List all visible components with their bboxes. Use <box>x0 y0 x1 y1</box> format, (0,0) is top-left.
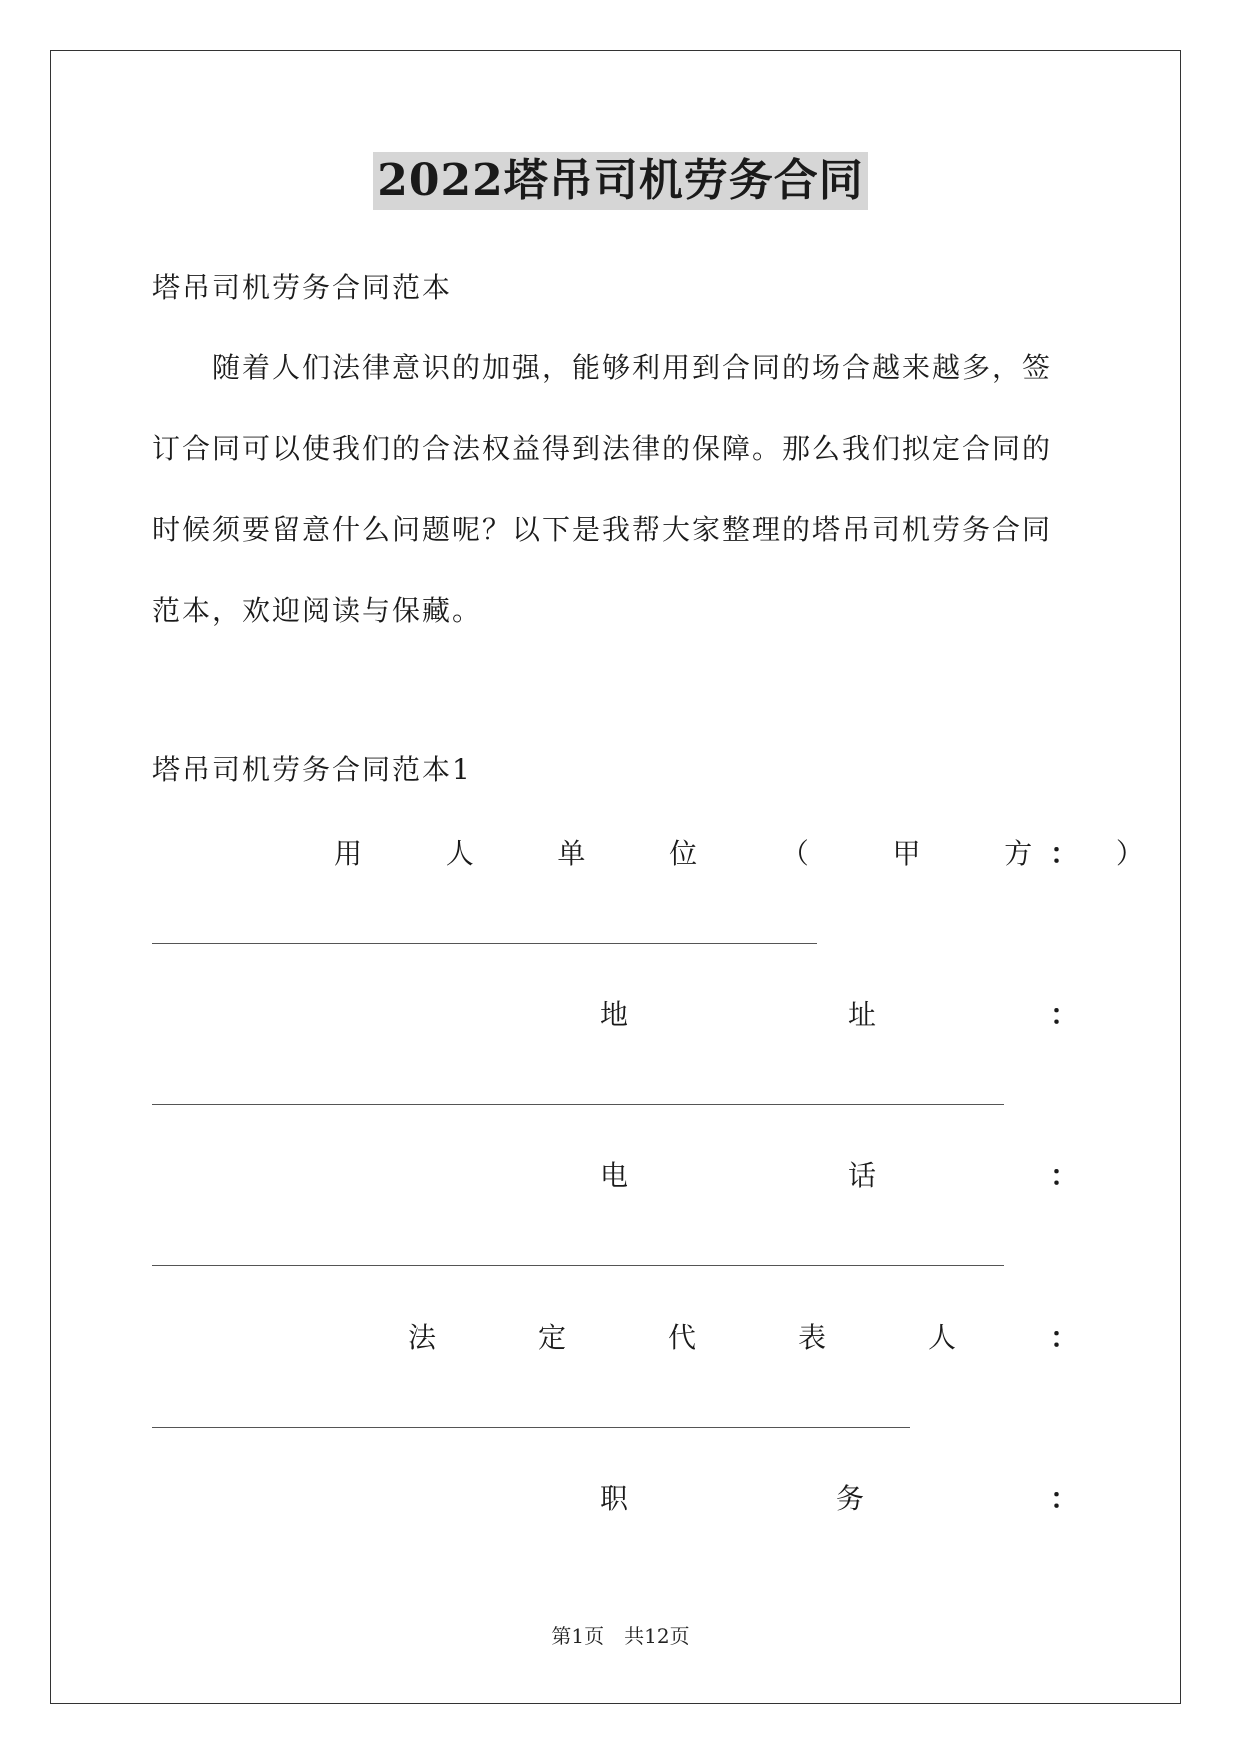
field-employer <box>152 832 1144 870</box>
field-address <box>152 993 1078 1029</box>
intro-line: 时候须要留意什么问题呢？以下是我帮大家整理的塔吊司机劳务合同 <box>152 513 1053 546</box>
intro-line: 随着人们法律意识的加强，能够利用到合同的场合越来越多，签 <box>212 351 1053 384</box>
title-block <box>0 152 1241 210</box>
field-colon: ： <box>1049 1159 1078 1192</box>
field-label: 电 话 <box>600 1159 876 1192</box>
subtitle: 塔吊司机劳务合同范本 <box>152 271 453 304</box>
field-colon: ： <box>1049 998 1078 1031</box>
intro-paragraph <box>152 350 1090 674</box>
field-label: 法 定 代 表 人 <box>408 1321 956 1354</box>
fill-line <box>152 1265 1004 1266</box>
field-label: 地 址 <box>600 998 876 1031</box>
fill-line <box>152 1427 910 1428</box>
document-title: 2022塔吊司机劳务合同 <box>373 152 867 210</box>
intro-line: 范本，欢迎阅读与保藏。 <box>152 594 483 627</box>
fill-line <box>152 1104 1004 1105</box>
page-number: 第1页 共12页 <box>551 1624 690 1648</box>
fill-line <box>152 943 817 944</box>
field-position <box>152 1477 1078 1513</box>
field-phone <box>152 1154 1078 1190</box>
field-legal-representative <box>152 1316 1078 1352</box>
field-colon: ： <box>1049 1321 1078 1354</box>
field-label: 用 人 单 位 （ 甲 方 ） <box>334 837 1144 870</box>
intro-line: 订合同可以使我们的合法权益得到法律的保障。那么我们拟定合同的 <box>152 432 1053 465</box>
field-label: 职 务 <box>600 1482 864 1515</box>
section-heading: 塔吊司机劳务合同范本1 <box>152 753 472 786</box>
field-colon: ： <box>1049 1482 1078 1515</box>
field-colon: ： <box>1049 837 1078 870</box>
